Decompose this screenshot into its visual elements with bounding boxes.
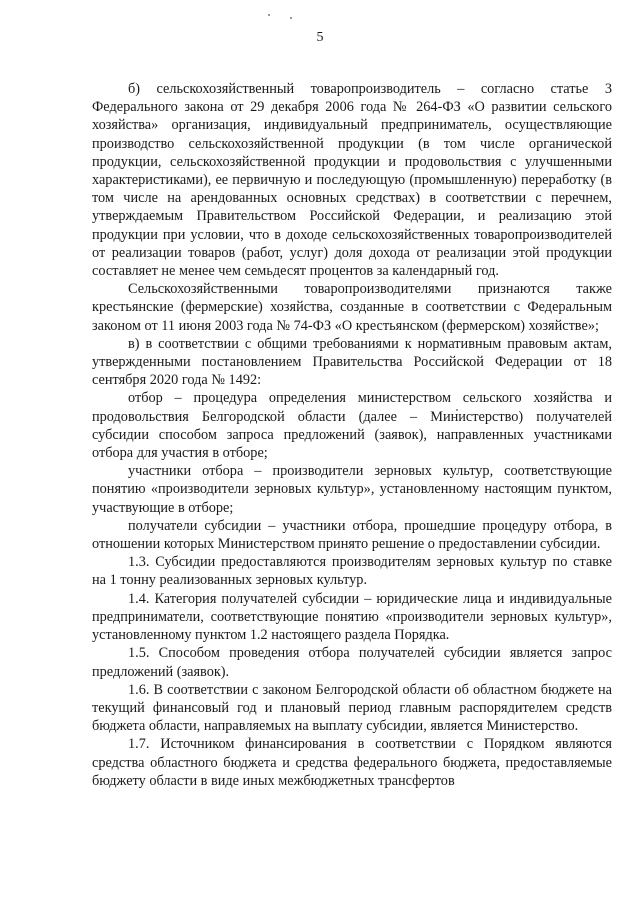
scan-speck xyxy=(290,17,292,19)
paragraph-selection: отбор – процедура определения министерством сельского хозяйства и продовольствия Белгородской области (далее – Министерство) получателей субсидии способом запроса предложений (заявок), направленных участниками отбора для участия в отборе; xyxy=(92,390,612,462)
paragraph-1-3: 1.3. Субсидии предоставляются производителям зерновых культур по ставке на 1 тонну реализованных зерновых культур. xyxy=(92,554,612,589)
paragraph-farms: Сельскохозяйственными товаропроизводителями признаются также крестьянские (фермерские) хозяйства, созданные в соответствии с Федеральным законом от 11 июня 2003 года № 74-ФЗ «О крестьянском (фермерском) хозяйстве»; xyxy=(92,281,612,334)
paragraph-1-5: 1.5. Способом проведения отбора получателей субсидии является запрос предложений (заявок). xyxy=(92,645,612,680)
paragraph-1-6: 1.6. В соответствии с законом Белгородской области об областном бюджете на текущий финансовый год и плановый период главным распорядителем средств бюджета области, направляемых на выплату субсидии, является Министерство. xyxy=(92,681,612,735)
paragraph-item-b: б) сельскохозяйственный товаропроизводитель – согласно статье 3 Федерального закона от 29 декабря 2006 года № 264-ФЗ «О развитии сельского хозяйства» организация, индивидуальный предприниматель, осуществляющие производство сельскохозяйственной продукции (в том числе органической продукции, сельскохозяйственной продукции и продовольствия с улучшенными характеристиками), ее первичную и последующую (промышленную) переработку (в том числе на арендованных основных средствах) в соответствии с перечнем, утверждаемым Правительством Российской Федерации, и реализацию этой продукции при условии, что в доходе сельскохозяйственных товаропроизводителей от реализации товаров (работ, услуг) доля дохода от реализации этой продукции составляет не менее чем семьдесят процентов за календарный год. xyxy=(92,81,612,280)
scan-speck xyxy=(268,14,270,16)
paragraph-1-4: 1.4. Категория получателей субсидии – юридические лица и индивидуальные предприниматели, соответствующие понятию «производители зерновых культур», установленному пунктом 1.2 настоящего раздела Порядка. xyxy=(92,590,612,644)
paragraph-participants: участники отбора – производители зерновых культур, соответствующие понятию «производители зерновых культур», установленному настоящим пунктом, участвующие в отборе; xyxy=(92,463,612,516)
paragraph-item-v: в) в соответствии с общими требованиями к нормативным правовым актам, утвержденными постановлением Правительства Российской Федерации от 18 сентября 2020 года № 1492: xyxy=(92,335,612,389)
paragraph-1-7: 1.7. Источником финансирования в соответствии с Порядком являются средства областного бюджета и средства федерального бюджета, предоставляемые бюджету области в виде иных межбюджетных трансфертов xyxy=(92,736,612,789)
document-body xyxy=(92,80,612,790)
paragraph-recipients: получатели субсидии – участники отбора, прошедшие процедуру отбора, в отношении которых Министерством принято решение о предоставлении субсидии. xyxy=(92,517,612,553)
page-number: 5 xyxy=(316,30,324,45)
